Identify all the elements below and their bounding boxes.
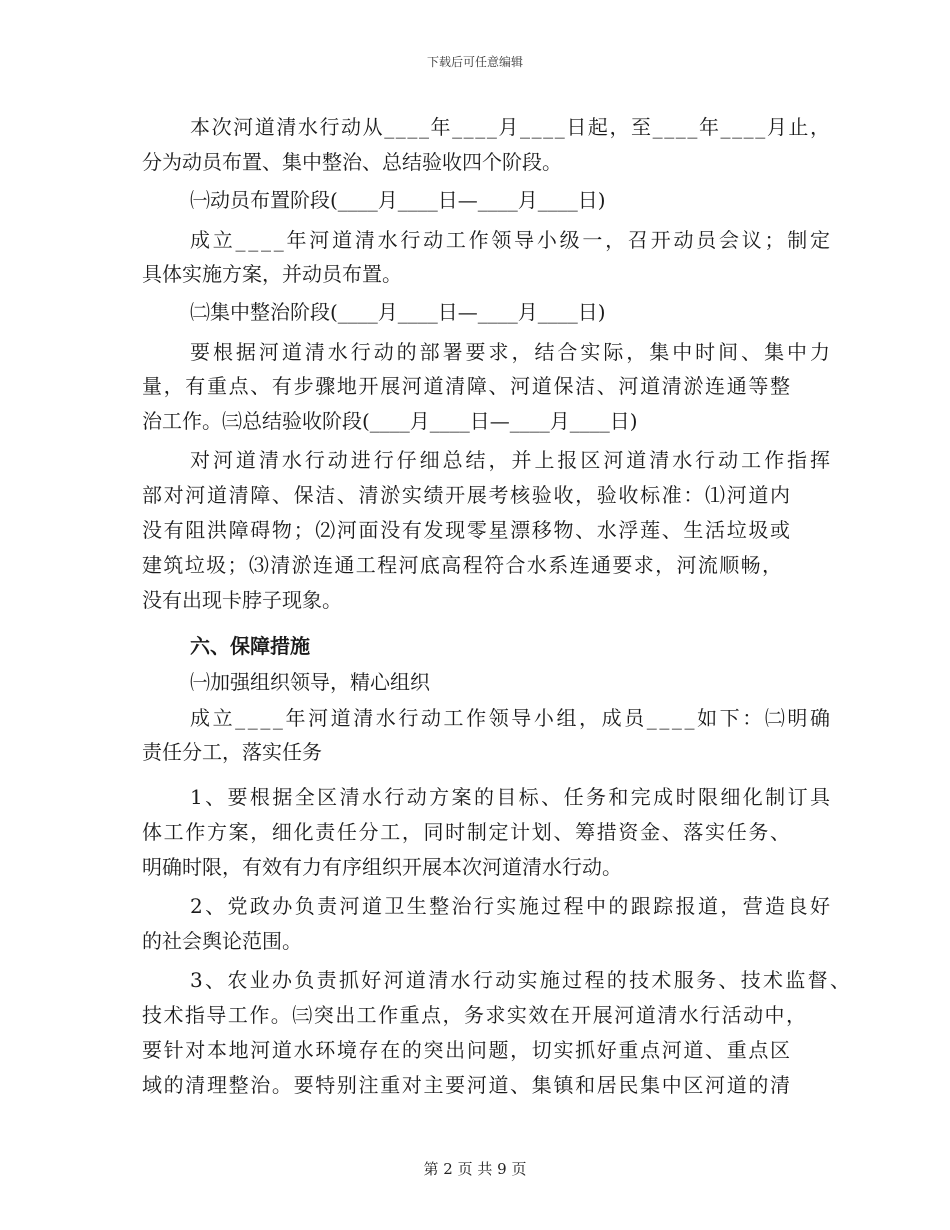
text-line: 建筑垃圾；⑶清淤连通工程河底高程符合水系连通要求，河流顺畅， <box>142 553 784 577</box>
text-line: 没有阻洪障碍物；⑵河面没有发现零星漂移物、水浮莲、生活垃圾或 <box>142 518 792 542</box>
text-line: 具体实施方案，并动员布置。 <box>142 262 402 286</box>
text-line: 本次河道清水行动从____年____月____日起，至____年____月止， <box>190 115 832 139</box>
text-line: 成立____年河道清水行动工作领导小组，成员____如下：㈡明确 <box>190 706 833 730</box>
text-line: 要根据河道清水行动的部署要求，结合实际，集中时间、集中力 <box>190 340 833 364</box>
text-line: ㈠加强组织领导，精心组织 <box>190 670 430 694</box>
text-line: 3、农业办负责抓好河道清水行动实施过程的技术服务、技术监督、 <box>190 968 853 992</box>
text-line: 量，有重点、有步骤地开展河道清障、河道保洁、河道清淤连通等整 <box>142 374 792 398</box>
text-line: 体工作方案，细化责任分工，同时制定计划、筹措资金、落实任务、 <box>142 820 792 844</box>
text-line: 1、要根据全区清水行动方案的目标、任务和完成时限细化制订具 <box>190 785 833 809</box>
text-line: 成立____年河道清水行动工作领导小级一，召开动员会议；制定 <box>190 228 833 252</box>
text-line: 六、保障措施 <box>190 634 310 658</box>
text-line: 治工作。㈢总结验收阶段(____月____日—____月____日) <box>142 409 638 433</box>
text-line: 技术指导工作。㈢突出工作重点，务求实效在开展河道清水行活动中， <box>142 1003 808 1027</box>
text-line: 域的清理整治。要特别注重对主要河道、集镇和居民集中区河道的清 <box>142 1073 792 1097</box>
text-line: 没有出现卡脖子现象。 <box>142 588 342 612</box>
text-line: 要针对本地河道水环境存在的突出问题，切实抓好重点河道、重点区 <box>142 1038 792 1062</box>
text-line: 部对河道清障、保洁、清淤实绩开展考核验收，验收标准：⑴河道内 <box>142 483 792 507</box>
page-footer: 第 2 页 共 9 页 <box>423 1160 527 1178</box>
text-line: 的社会舆论范围。 <box>142 929 302 953</box>
text-line: 责任分工，落实任务 <box>142 740 322 764</box>
text-line: ㈡集中整治阶段(____月____日—____月____日) <box>190 300 606 324</box>
text-line: 分为动员布置、集中整治、总结验收四个阶段。 <box>142 150 562 174</box>
text-line: 对河道清水行动进行仔细总结，并上报区河道清水行动工作指挥 <box>190 448 833 472</box>
page-header: 下载后可任意编辑 <box>426 55 523 69</box>
text-line: 2、党政办负责河道卫生整治行实施过程中的跟踪报道，营造良好 <box>190 894 833 918</box>
text-line: 明确时限，有效有力有序组织开展本次河道清水行动。 <box>142 855 622 879</box>
text-line: ㈠动员布置阶段(____月____日—____月____日) <box>190 188 606 212</box>
